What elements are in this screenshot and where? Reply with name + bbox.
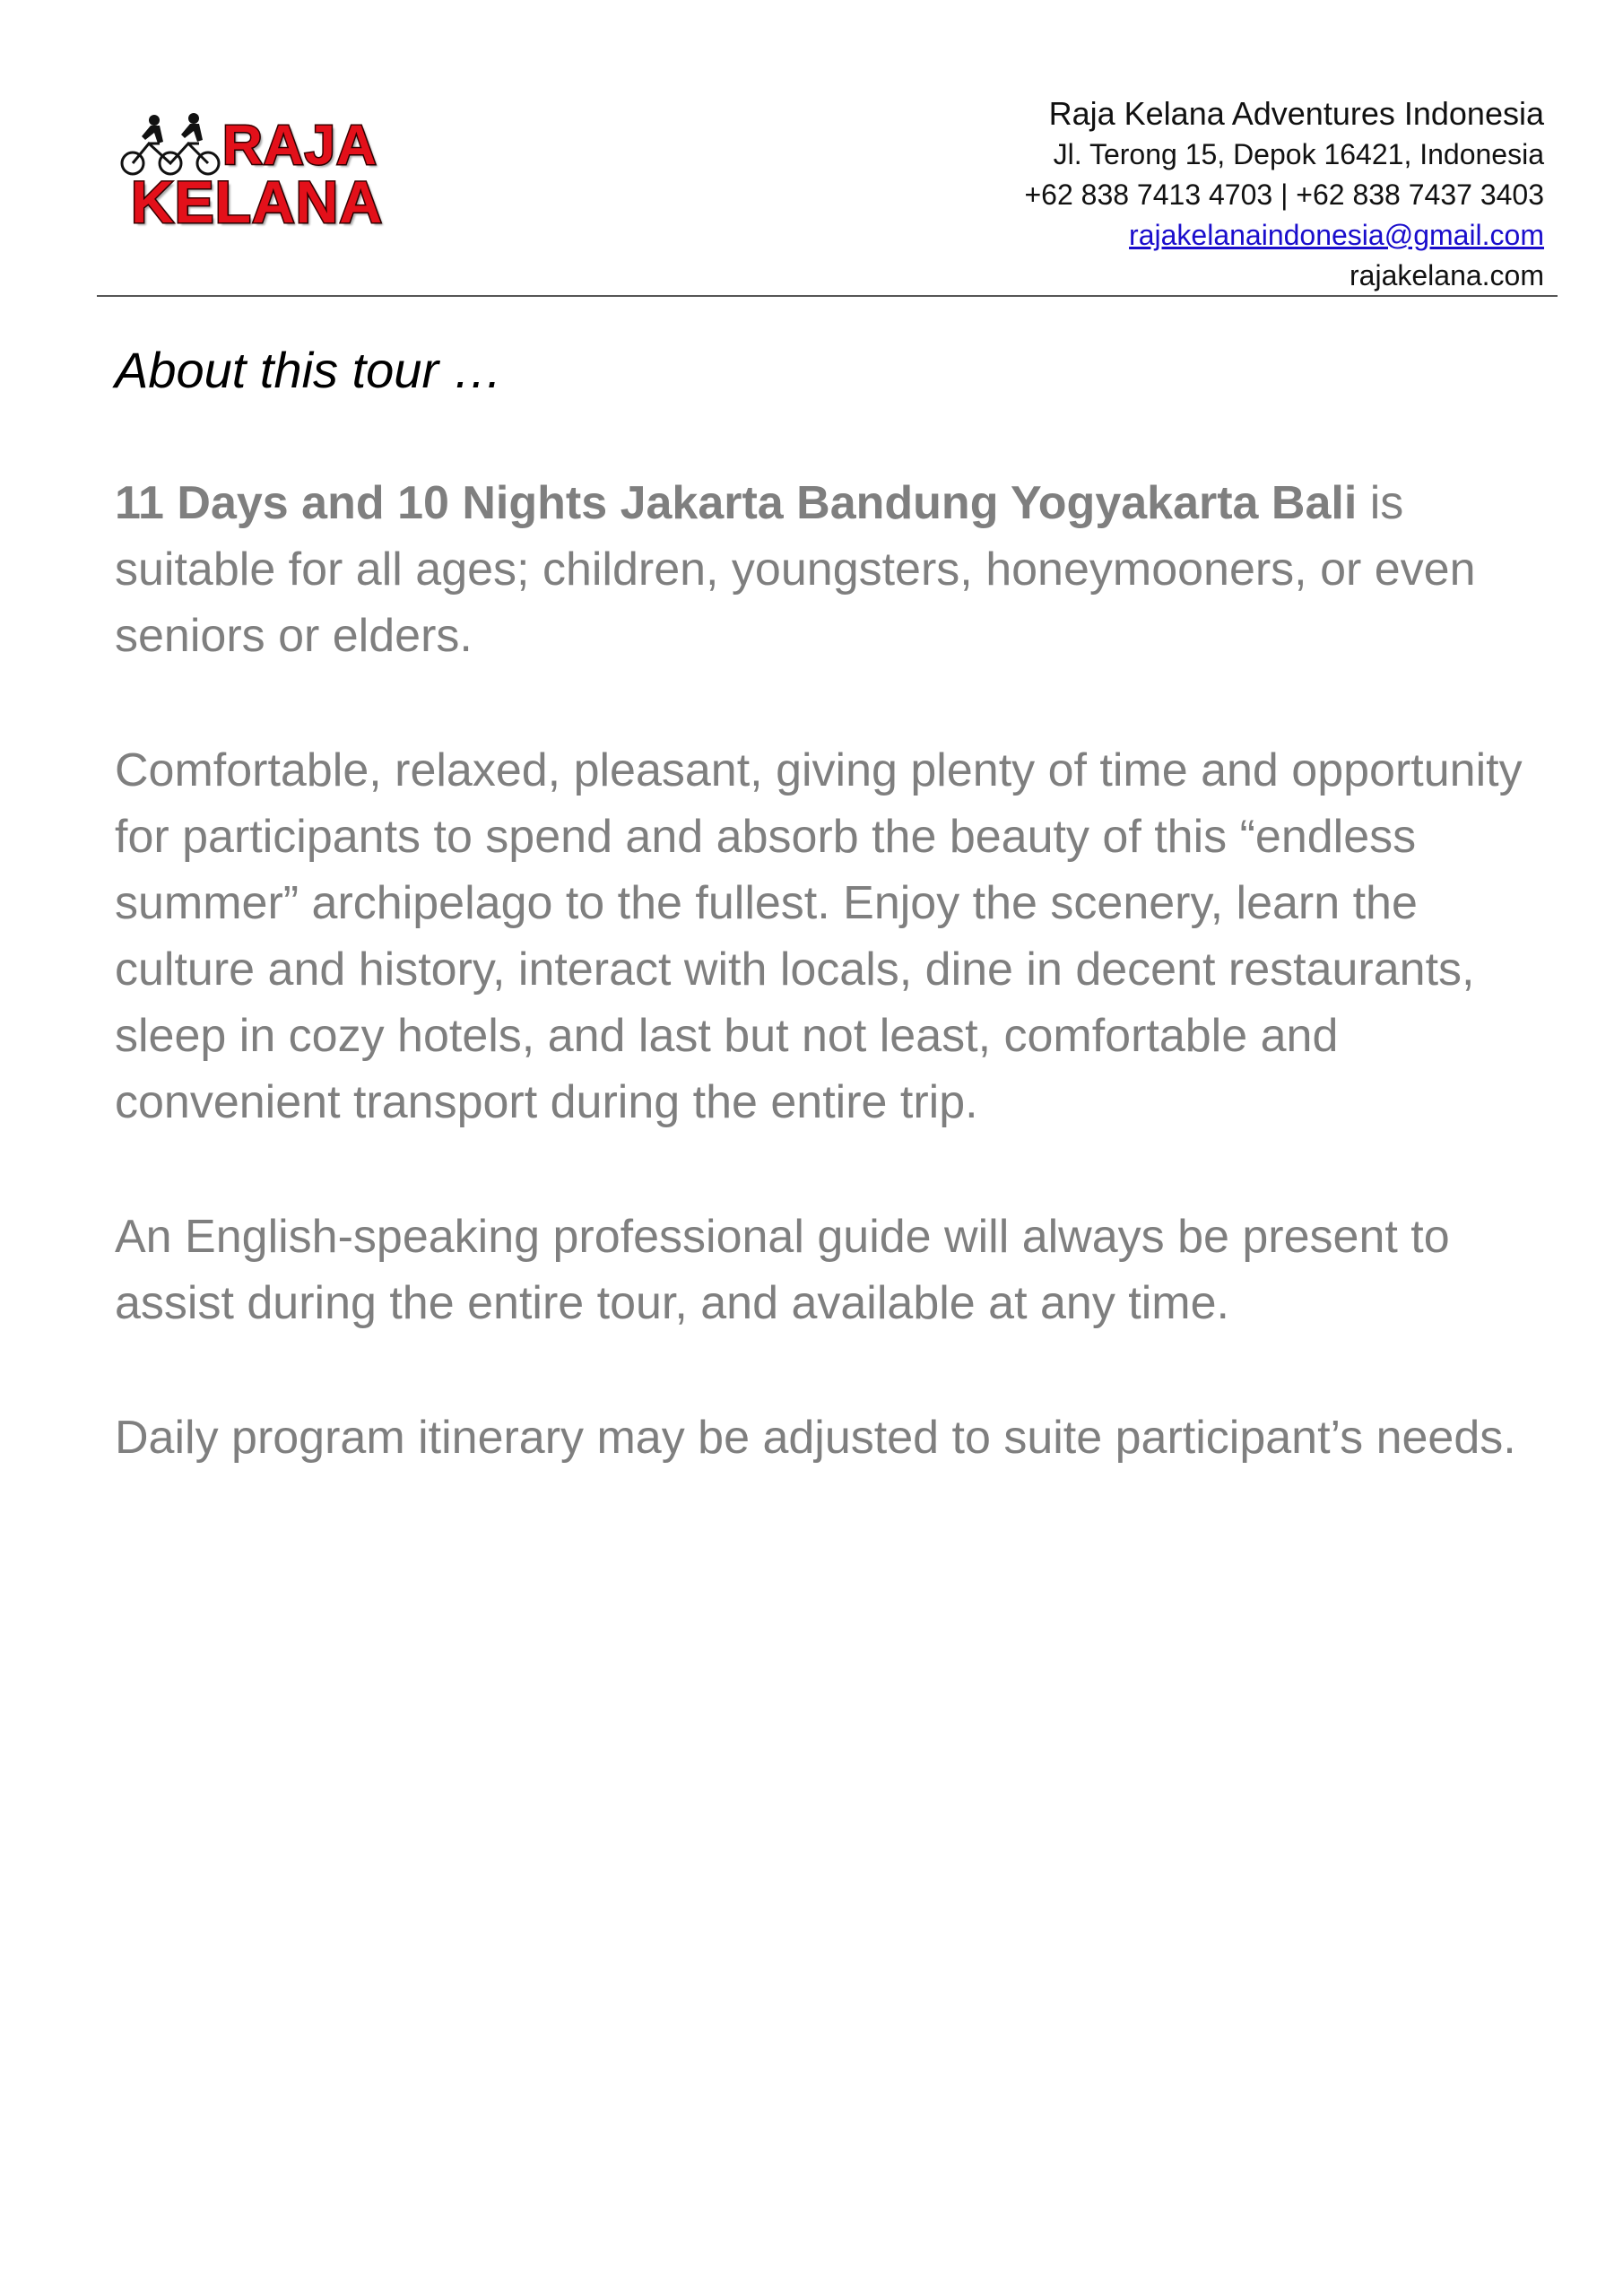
intro-paragraph [115, 470, 1549, 669]
logo-text-raja: RAJA [222, 115, 378, 177]
paragraph-itinerary: Daily program itinerary may be adjusted to suite participant’s needs. [115, 1412, 1516, 1464]
header-divider [97, 295, 1558, 297]
intro-text: is suitable for all ages; children, youngsters, honeymooners, or even seniors or elders. [115, 477, 1476, 662]
tour-description [115, 339, 1549, 1539]
section-heading: About this tour … [115, 342, 503, 398]
company-name: Raja Kelana Adventures Indonesia [1048, 95, 1544, 132]
contact-block [1024, 93, 1544, 296]
email-link[interactable]: rajakelanaindonesia@gmail.com [1129, 219, 1544, 251]
company-phones: +62 838 7413 4703 | +62 838 7437 3403 [1024, 178, 1544, 211]
company-logo [118, 113, 405, 239]
paragraph-comfort: Comfortable, relaxed, pleasant, giving plenty of time and opportunity for participants to spend and absorb the beauty of this “endless summer” archipelago to the fullest. Enjoy the scenery, learn the culture and history, interact with locals, dine in decent restaurants, sleep in cozy hotels, and last but not least, comfortable and convenient transport during the entire trip. [115, 744, 1523, 1128]
letterhead [0, 0, 1623, 298]
paragraph-guide: An English-speaking professional guide will always be present to assist during the entire tour, and available at any time. [115, 1211, 1450, 1329]
tour-title: 11 Days and 10 Nights Jakarta Bandung Yogyakarta Bali [115, 477, 1358, 529]
website-text: rajakelana.com [1350, 259, 1544, 291]
logo-text-kelana: KELANA [131, 169, 383, 235]
company-address: Jl. Terong 15, Depok 16421, Indonesia [1053, 138, 1544, 170]
